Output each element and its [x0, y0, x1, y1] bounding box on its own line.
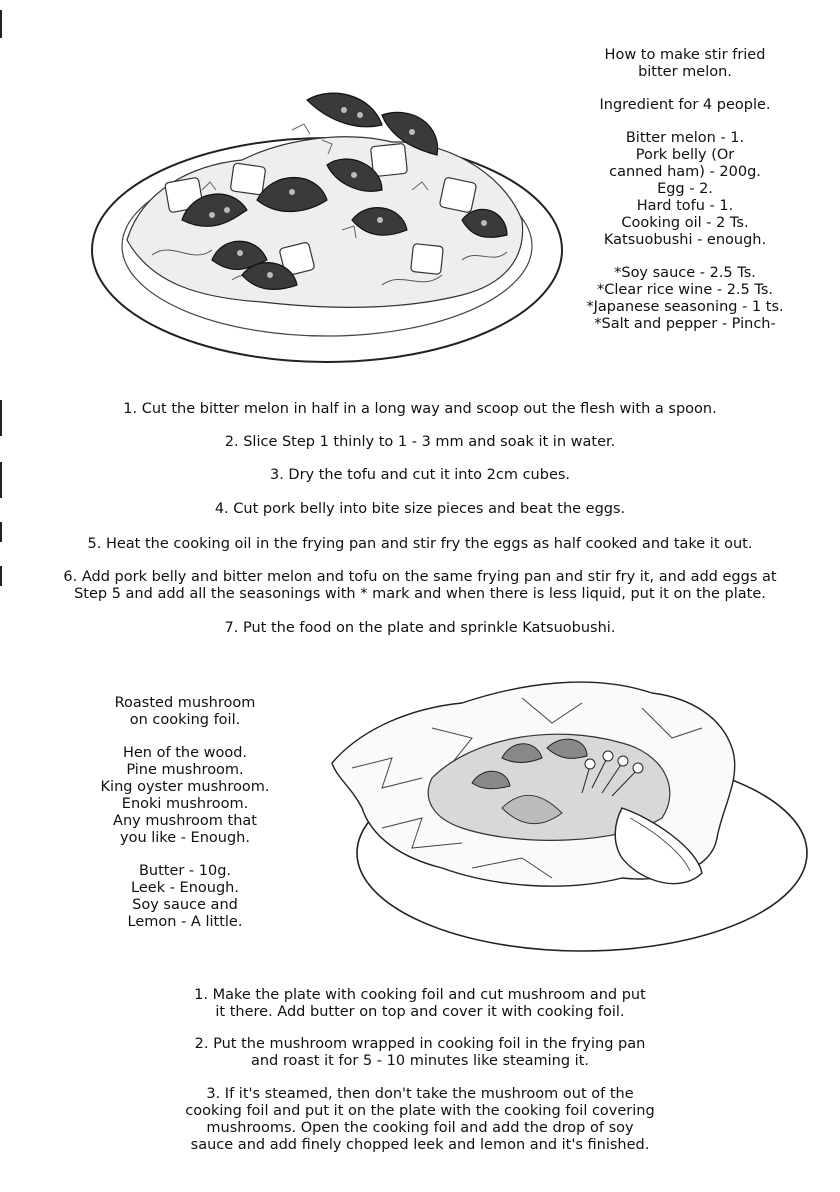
recipe1-serving: Ingredient for 4 people.	[599, 97, 771, 113]
recipe2-title: Roasted mushroom	[114, 695, 256, 711]
roasted-mushroom-foil-illustration	[322, 668, 812, 958]
step-text: sauce and add finely chopped leek and lemon and it's finished.	[190, 1137, 650, 1153]
extra-ingredient-line: Lemon - A little.	[127, 914, 243, 930]
seasoning-line: *Clear rice wine - 2.5 Ts.	[596, 282, 773, 298]
step-text: 4. Cut pork belly into bite size pieces and beat the eggs.	[214, 501, 626, 517]
step-text: mushrooms. Open the cooking foil and add the drop of soy	[206, 1120, 634, 1136]
recipe1-ingredients-block	[570, 47, 800, 333]
ingredient-line: Hard tofu - 1.	[636, 198, 734, 214]
recipe1-step-6	[0, 569, 840, 603]
extra-ingredient-line: Butter - 10g.	[138, 863, 232, 879]
ingredient-line: Bitter melon - 1.	[625, 130, 745, 146]
recipe1-title: How to make stir fried	[604, 47, 766, 63]
step-text: 3. If it's steamed, then don't take the mushroom out of the	[206, 1086, 634, 1102]
ingredient-line: Egg - 2.	[657, 181, 713, 197]
mushroom-line: you like - Enough.	[120, 830, 250, 846]
step-text: 5. Heat the cooking oil in the frying pan and stir fry the eggs as half cooked and take it out.	[87, 536, 753, 552]
recipe2-step-1	[0, 987, 840, 1021]
mushroom-line: King oyster mushroom.	[100, 779, 270, 795]
edge-mark	[0, 10, 2, 38]
recipe1-step-5	[0, 536, 840, 553]
recipe1-step-7	[0, 620, 840, 637]
step-text: 6. Add pork belly and bitter melon and tofu on the same frying pan and stir fry it, and add eggs at	[63, 569, 777, 585]
recipe2-step-3	[0, 1086, 840, 1154]
recipe1-step-3	[0, 467, 840, 484]
step-text: 7. Put the food on the plate and sprinkle Katsuobushi.	[224, 620, 616, 636]
step-text: Step 5 and add all the seasonings with * mark and when there is less liquid, put it on the plate.	[74, 586, 766, 602]
ingredient-line: Pork belly (Or	[635, 147, 735, 163]
seasoning-line: *Japanese seasoning - 1 ts.	[586, 299, 784, 315]
stir-fried-bitter-melon-illustration	[82, 70, 572, 375]
seasoning-line: *Soy sauce - 2.5 Ts.	[614, 265, 756, 281]
seasoning-line: *Salt and pepper - Pinch-	[594, 316, 776, 332]
recipe2-ingredients-block	[70, 695, 300, 931]
extra-ingredient-line: Leek - Enough.	[131, 880, 239, 896]
mushroom-line: Enoki mushroom.	[121, 796, 249, 812]
recipe1-step-4	[0, 501, 840, 518]
ingredient-line: Katsuobushi - enough.	[603, 232, 767, 248]
step-text: 1. Make the plate with cooking foil and cut mushroom and put	[194, 987, 646, 1003]
step-text: it there. Add butter on top and cover it with cooking foil.	[215, 1004, 625, 1020]
extra-ingredient-line: Soy sauce and	[132, 897, 238, 913]
step-text: 2. Put the mushroom wrapped in cooking foil in the frying pan	[194, 1036, 646, 1052]
ingredient-line: Cooking oil - 2 Ts.	[621, 215, 749, 231]
step-text: 2. Slice Step 1 thinly to 1 - 3 mm and soak it in water.	[224, 434, 616, 450]
ingredient-line: canned ham) - 200g.	[609, 164, 761, 180]
step-text: 1. Cut the bitter melon in half in a long way and scoop out the flesh with a spoon.	[123, 401, 717, 417]
recipe1-step-1	[0, 401, 840, 418]
mushroom-line: Hen of the wood.	[122, 745, 248, 761]
step-text: cooking foil and put it on the plate with the cooking foil covering	[185, 1103, 655, 1119]
mushroom-line: Any mushroom that	[113, 813, 257, 829]
recipe1-title: bitter melon.	[638, 64, 732, 80]
mushroom-line: Pine mushroom.	[126, 762, 244, 778]
step-text: 3. Dry the tofu and cut it into 2cm cubes.	[269, 467, 571, 483]
recipe2-title: on cooking foil.	[129, 712, 241, 728]
step-text: and roast it for 5 - 10 minutes like steaming it.	[250, 1053, 590, 1069]
recipe2-step-2	[0, 1036, 840, 1070]
recipe1-step-2	[0, 434, 840, 451]
